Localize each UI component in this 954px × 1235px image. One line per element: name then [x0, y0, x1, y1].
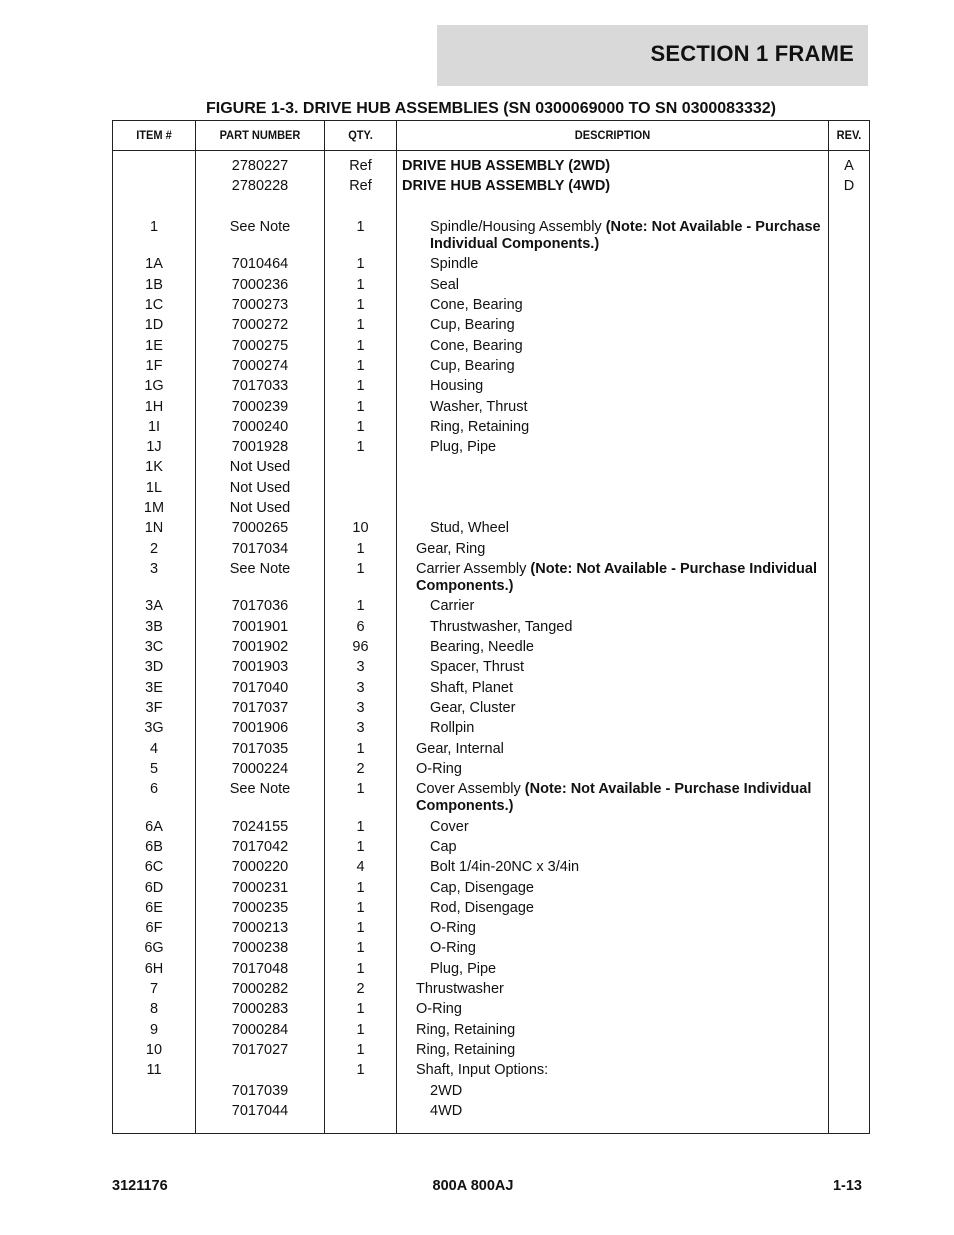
item-number-cell: 1J	[146, 439, 162, 456]
description-cell	[402, 619, 855, 636]
item-number-cell: 1F	[145, 357, 163, 374]
item-number-cell: 3B	[145, 618, 163, 635]
revision-cell: A	[844, 158, 854, 174]
quantity-cell: 1	[356, 337, 365, 354]
quantity-cell: 3	[356, 659, 365, 676]
description-text: Thrustwasher, Tanged	[430, 618, 573, 635]
part-number-cell: 7000284	[231, 1021, 289, 1038]
part-number-cell: 2780228	[231, 178, 289, 195]
header-item: ITEM #	[136, 128, 172, 142]
part-number-cell: 7001906	[231, 720, 289, 737]
quantity-cell: 1	[356, 317, 365, 334]
description-cell	[402, 639, 855, 656]
description-cell	[402, 961, 855, 978]
description-cell	[402, 1062, 841, 1079]
description-text: Carrier Assembly	[416, 560, 531, 577]
description-text: 2WD	[430, 1082, 463, 1099]
description-cell	[402, 920, 855, 937]
part-number-cell: 7000224	[231, 760, 289, 777]
quantity-cell: 1	[356, 398, 365, 415]
description-text: Plug, Pipe	[430, 439, 497, 456]
description-text: Gear, Ring	[416, 540, 486, 557]
part-number-cell: 7000231	[231, 879, 289, 896]
description-text: Spindle/Housing Assembly	[430, 218, 606, 235]
part-number-cell: 7017048	[231, 960, 289, 977]
part-number-cell: 7001903	[231, 659, 289, 676]
part-number-cell: 7000213	[231, 920, 289, 937]
description-bold-text: DRIVE HUB ASSEMBLY (2WD)	[402, 158, 611, 174]
quantity-cell: 1	[356, 838, 365, 855]
item-number-cell: 1H	[144, 398, 164, 415]
item-number-cell: 3D	[144, 659, 164, 676]
description-cell	[402, 520, 855, 537]
quantity-cell: Ref	[349, 158, 372, 174]
quantity-cell: 3	[356, 679, 365, 696]
description-text: Bolt 1/4in-20NC x 3/4in	[430, 859, 580, 876]
part-number-cell: 7000236	[231, 276, 289, 293]
quantity-cell: 1	[356, 781, 365, 798]
description-text: Cap	[430, 838, 457, 855]
item-number-cell: 6C	[144, 859, 164, 876]
quantity-cell: 1	[356, 1062, 365, 1079]
description-cell	[402, 338, 855, 355]
item-number-cell: 7	[149, 981, 159, 997]
part-number-cell: 7000274	[231, 357, 289, 374]
description-cell	[402, 439, 855, 456]
description-text: O-Ring	[416, 760, 462, 777]
quantity-cell: 1	[356, 1021, 365, 1038]
part-number-cell: Not Used	[229, 500, 291, 516]
item-number-cell: 8	[149, 1001, 159, 1018]
description-cell	[402, 981, 841, 998]
description-bold-text: (Note: Not Available - Purchase Individual Components.)	[416, 781, 812, 815]
description-text: Ring, Retaining	[430, 418, 530, 435]
description-cell	[402, 1083, 855, 1100]
column-divider	[396, 121, 397, 1133]
description-cell	[402, 541, 841, 558]
description-cell	[402, 781, 841, 815]
header-rev: REV.	[836, 128, 862, 142]
section-header-box	[437, 25, 868, 86]
description-cell	[402, 178, 827, 195]
description-cell	[402, 158, 827, 175]
part-number-cell: 7000220	[231, 859, 289, 876]
quantity-cell: 3	[356, 699, 365, 716]
item-number-cell: 3F	[145, 699, 163, 716]
item-number-cell: 1E	[145, 337, 163, 354]
part-number-cell: 7017036	[231, 598, 289, 615]
quantity-cell: 6	[356, 618, 365, 635]
quantity-cell: 1	[356, 1001, 365, 1018]
description-cell	[402, 1001, 841, 1018]
description-text: Plug, Pipe	[430, 960, 497, 977]
item-number-cell: 3E	[145, 679, 163, 696]
item-number-cell: 2	[149, 540, 159, 557]
description-cell	[402, 720, 855, 737]
quantity-cell: 1	[356, 598, 365, 615]
quantity-cell: 1	[356, 357, 365, 374]
item-number-cell: 6G	[144, 940, 164, 957]
quantity-cell: 1	[356, 960, 365, 977]
description-bold-text: DRIVE HUB ASSEMBLY (4WD)	[402, 178, 611, 195]
description-text: Rollpin	[430, 720, 475, 737]
description-bold-text: (Note: Not Available - Purchase Individual Components.)	[430, 218, 821, 252]
item-number-cell: 3	[149, 560, 159, 577]
quantity-cell: 1	[356, 256, 365, 273]
part-number-cell: 7017027	[231, 1041, 289, 1058]
description-cell	[402, 680, 855, 697]
description-cell	[402, 761, 841, 778]
item-number-cell: 5	[149, 760, 159, 777]
description-text: Seal	[430, 276, 460, 293]
item-number-cell: 1D	[144, 317, 164, 334]
part-number-cell: Not Used	[229, 459, 291, 476]
part-number-cell: 7017033	[231, 378, 289, 395]
part-number-cell: 7000265	[231, 520, 289, 537]
description-cell	[402, 819, 855, 836]
quantity-cell: 1	[356, 920, 365, 937]
figure-title: FIGURE 1-3. DRIVE HUB ASSEMBLIES (SN 0300069000 TO SN 0300083332)	[205, 100, 776, 117]
part-number-cell: 7000273	[231, 297, 289, 313]
item-number-cell: 1	[149, 218, 159, 235]
part-number-cell: Not Used	[229, 479, 291, 496]
quantity-cell: 1	[356, 418, 365, 435]
parts-table	[112, 120, 870, 1134]
item-number-cell: 6H	[144, 960, 164, 977]
description-text: Cup, Bearing	[430, 317, 515, 334]
description-cell	[402, 659, 855, 676]
item-number-cell: 6B	[145, 838, 163, 855]
part-number-cell: See Note	[229, 560, 291, 577]
description-cell	[402, 1042, 841, 1059]
quantity-cell: 1	[356, 218, 365, 235]
quantity-cell: 10	[352, 520, 369, 537]
quantity-cell: 2	[356, 760, 365, 777]
item-number-cell: 6F	[145, 920, 163, 937]
quantity-cell: 1	[356, 297, 365, 313]
quantity-cell: 1	[356, 378, 365, 395]
part-number-cell: 7000272	[231, 317, 289, 334]
description-cell	[402, 358, 855, 375]
description-text: Housing	[430, 378, 484, 395]
description-text: 4WD	[430, 1102, 463, 1119]
description-cell	[402, 256, 855, 273]
description-text: Shaft, Input Options:	[416, 1062, 549, 1079]
description-cell	[402, 839, 855, 856]
item-number-cell: 1I	[147, 418, 161, 435]
description-cell	[402, 399, 855, 416]
part-number-cell: 2780227	[231, 158, 289, 174]
description-text: O-Ring	[416, 1001, 462, 1018]
description-text: Cap, Disengage	[430, 879, 534, 896]
item-number-cell: 3C	[144, 639, 164, 655]
item-number-cell: 3A	[145, 598, 163, 615]
part-number-cell: 7001901	[231, 618, 289, 635]
part-number-cell: 7010464	[231, 256, 289, 273]
part-number-cell: 7017035	[231, 740, 289, 757]
quantity-cell: 1	[356, 940, 365, 957]
item-number-cell: 3G	[144, 720, 164, 737]
description-text: Bearing, Needle	[430, 639, 534, 655]
part-number-cell: 7001928	[231, 439, 289, 456]
part-number-cell: See Note	[229, 781, 291, 798]
description-text: O-Ring	[430, 940, 476, 957]
description-text: Gear, Internal	[416, 740, 504, 757]
description-text: Rod, Disengage	[430, 899, 534, 916]
description-cell	[402, 880, 855, 897]
part-number-cell: 7024155	[231, 818, 289, 835]
item-number-cell: 6E	[145, 899, 163, 916]
description-cell	[402, 219, 855, 253]
quantity-cell: 1	[356, 540, 365, 557]
part-number-cell: 7000238	[231, 940, 289, 957]
description-text: Stud, Wheel	[430, 520, 509, 537]
quantity-cell: 3	[356, 720, 365, 737]
footer-model: 800A 800AJ	[432, 1178, 514, 1194]
part-number-cell: 7017034	[231, 540, 289, 557]
item-number-cell: 4	[149, 740, 159, 757]
description-text: Spindle	[430, 256, 479, 273]
description-cell	[402, 277, 855, 294]
description-cell	[402, 940, 855, 957]
header-qty: QTY.	[348, 128, 373, 142]
item-number-cell: 1A	[145, 256, 163, 273]
description-cell	[402, 1022, 841, 1039]
description-cell	[402, 598, 855, 615]
item-number-cell: 9	[149, 1021, 159, 1038]
description-cell	[402, 741, 841, 758]
part-number-cell: 7000240	[231, 418, 289, 435]
description-text: Spacer, Thrust	[430, 659, 525, 676]
description-text: Shaft, Planet	[430, 679, 514, 696]
quantity-cell: 1	[356, 560, 365, 577]
description-text: Cover	[430, 818, 469, 835]
revision-cell: D	[843, 178, 855, 195]
item-number-cell: 1N	[144, 520, 164, 537]
item-number-cell: 6D	[144, 879, 164, 896]
quantity-cell: Ref	[349, 178, 372, 195]
quantity-cell: 96	[352, 639, 369, 655]
description-cell	[402, 561, 841, 595]
item-number-cell: 6	[149, 781, 159, 798]
part-number-cell: 7000239	[231, 398, 289, 415]
description-text: Carrier	[430, 598, 475, 615]
part-number-cell: 7017037	[231, 699, 289, 716]
section-title: SECTION 1 FRAME	[650, 41, 854, 66]
description-text: Cone, Bearing	[430, 297, 523, 313]
quantity-cell: 1	[356, 276, 365, 293]
item-number-cell: 1B	[145, 276, 163, 293]
part-number-cell: 7017039	[231, 1082, 289, 1099]
description-cell	[402, 900, 855, 917]
part-number-cell: 7017042	[231, 838, 289, 855]
part-number-cell: 7001902	[231, 639, 289, 655]
description-text: Cone, Bearing	[430, 337, 523, 354]
footer-page-number: 1-13	[832, 1178, 862, 1194]
item-number-cell: 1M	[143, 500, 165, 516]
quantity-cell: 1	[356, 439, 365, 456]
quantity-cell: 1	[356, 1041, 365, 1058]
header-divider	[113, 150, 869, 151]
description-text: Ring, Retaining	[416, 1041, 516, 1058]
item-number-cell: 1G	[144, 378, 164, 395]
quantity-cell: 1	[356, 879, 365, 896]
description-text: Ring, Retaining	[416, 1021, 516, 1038]
description-text: Thrustwasher	[416, 981, 504, 997]
item-number-cell: 1C	[144, 297, 164, 313]
part-number-cell: 7000275	[231, 337, 289, 354]
footer-doc-number: 3121176	[112, 1178, 168, 1194]
description-bold-text: (Note: Not Available - Purchase Individual Components.)	[416, 560, 817, 594]
part-number-cell: 7017040	[231, 679, 289, 696]
item-number-cell: 11	[146, 1062, 162, 1079]
item-number-cell: 1L	[145, 479, 163, 496]
description-text: O-Ring	[430, 920, 476, 937]
part-number-cell: See Note	[229, 218, 291, 235]
description-cell	[402, 700, 855, 717]
part-number-cell: 7000282	[231, 981, 289, 997]
quantity-cell: 4	[356, 859, 365, 876]
description-text: Cup, Bearing	[430, 357, 515, 374]
description-cell	[402, 859, 855, 876]
header-description: DESCRIPTION	[574, 128, 651, 142]
description-text: Gear, Cluster	[430, 699, 516, 716]
part-number-cell: 7017044	[231, 1102, 289, 1119]
part-number-cell: 7000283	[231, 1001, 289, 1018]
item-number-cell: 1K	[145, 459, 163, 476]
header-part-number: PART NUMBER	[219, 128, 301, 142]
quantity-cell: 1	[356, 899, 365, 916]
description-text: Washer, Thrust	[430, 398, 528, 415]
description-cell	[402, 378, 855, 395]
part-number-cell: 7000235	[231, 899, 289, 916]
item-number-cell: 6A	[145, 818, 163, 835]
quantity-cell: 2	[356, 981, 365, 997]
description-cell	[402, 1103, 855, 1120]
description-cell	[402, 419, 855, 436]
description-cell	[402, 317, 855, 334]
description-text: Cover Assembly	[416, 781, 525, 798]
item-number-cell: 10	[145, 1041, 163, 1058]
quantity-cell: 1	[356, 818, 365, 835]
quantity-cell: 1	[356, 740, 365, 757]
description-cell	[402, 297, 855, 314]
